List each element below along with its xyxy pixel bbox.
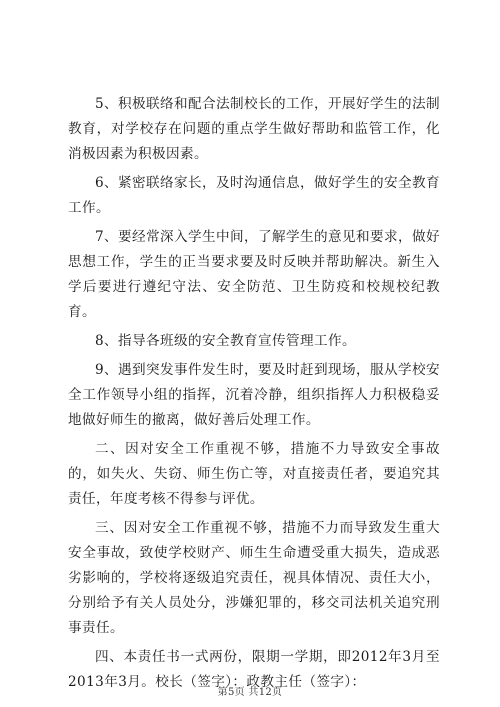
paragraph-item-7: 7、要经常深入学生中间，了解学生的意见和要求，做好思想工作，学生的正当要求要及时反映并帮助解决。新生入学后要进行遵纪守法、安全防范、卫生防疫和校规校纪教育。 (68, 229, 440, 320)
paragraph-section-4: 四、本责任书一式两份，限期一学期，即2012年3月至2013年3月。校长（签字）：政教主任（签字）： (68, 649, 440, 690)
page-footer: 第5页 共12页 (217, 687, 283, 698)
document-body (68, 92, 440, 699)
paragraph-item-6: 6、紧密联络家长，及时沟通信息，做好学生的安全教育工作。 (68, 175, 440, 216)
paragraph-section-2: 二、因对安全工作重视不够，措施不力导致安全事故的，如失火、失窃、师生伤亡等，对直接责任者，要追究其责任，年度考核不得参与评优。 (68, 441, 440, 507)
paragraph-item-8: 8、指导各班级的安全教育宣传管理工作。 (95, 333, 356, 349)
paragraph-item-5: 5、积极联络和配合法制校长的工作，开展好学生的法制教育，对学校存在问题的重点学生做好帮助和监管工作，化消极因素为积极因素。 (68, 96, 440, 162)
paragraph-item-9: 9、遇到突发事件发生时，要及时赶到现场，服从学校安全工作领导小组的指挥，沉着冷静，组织指挥人力积极稳妥地做好师生的撤离，做好善后处理工作。 (68, 362, 440, 428)
paragraph-section-3: 三、因对安全工作重视不够，措施不力而导致发生重大安全事故，致使学校财产、师生生命遭受重大损失，造成恶劣影响的，学校将逐级追究责任，视具体情况、责任大小，分别给予有关人员处分，涉嫌犯罪的，移交司法机关追究刑事责任。 (68, 520, 440, 636)
